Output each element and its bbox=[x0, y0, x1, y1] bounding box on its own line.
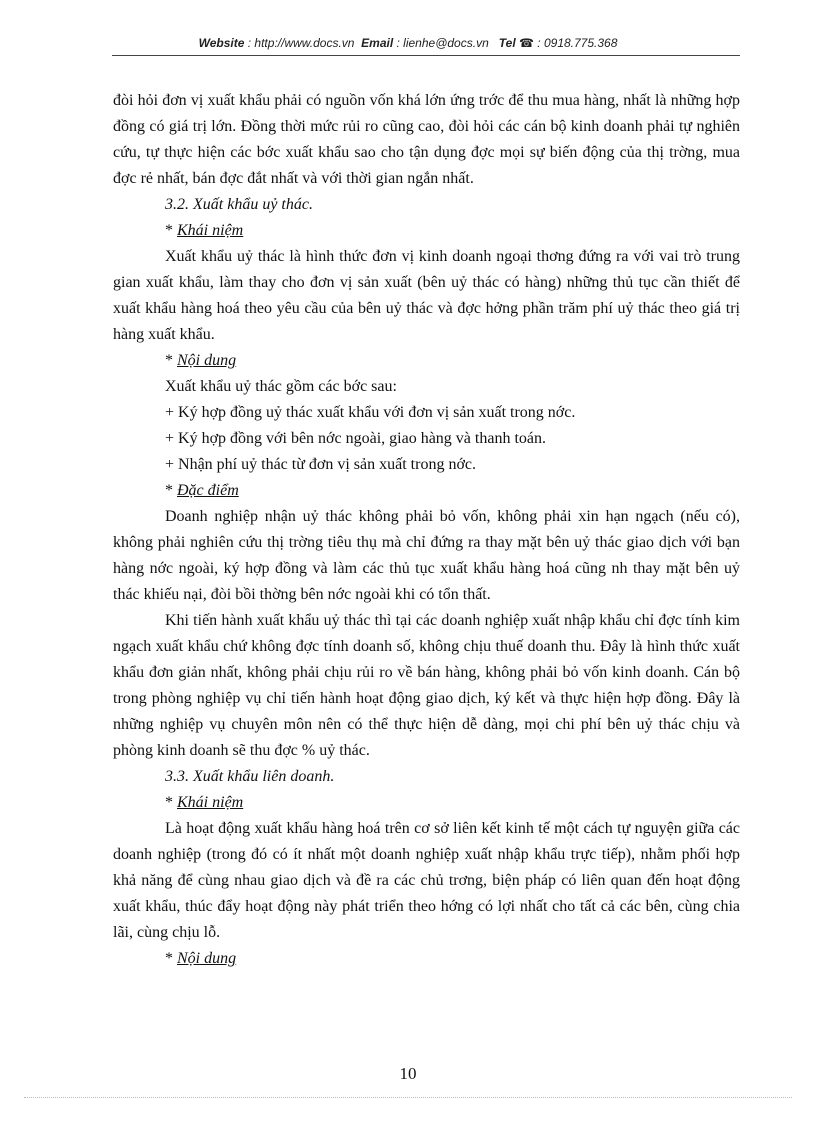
website-url[interactable]: http://www.docs.vn bbox=[254, 36, 355, 50]
paragraph: Là hoạt động xuất khẩu hàng hoá trên cơ sở liên kết kinh tế một cách tự nguyện giữa các doanh nghiệp (trong đó có ít nhất một doanh nghiệp xuất nhập khẩu trực tiếp), nhằm phối hợp khả năng để cùng nhau giao dịch và đề ra các chủ trơng, biện pháp có liên quan đến hoạt động xuất khẩu, thúc đẩy hoạt động này phát triển theo hớng có lợi nhất cho tất cả các bên, cùng chia lãi, cùng chịu lỗ. bbox=[113, 820, 740, 941]
subheading-dac-diem bbox=[113, 478, 740, 504]
header-divider bbox=[112, 55, 740, 56]
page-number: 10 bbox=[399, 1064, 417, 1083]
subheading-noi-dung bbox=[113, 348, 740, 374]
subheading-khai-niem bbox=[113, 790, 740, 816]
email-label: Email bbox=[361, 36, 394, 50]
subheading-label: Đặc điểm bbox=[177, 482, 239, 499]
email-address[interactable]: lienhe@docs.vn bbox=[403, 36, 489, 50]
bullet-star: * bbox=[165, 794, 177, 811]
document-body bbox=[113, 88, 740, 972]
subheading-khai-niem bbox=[113, 218, 740, 244]
subheading-label: Nội dung bbox=[177, 352, 237, 369]
paragraph: đòi hỏi đơn vị xuất khẩu phải có nguồn vốn khá lớn ứng trớc để thu mua hàng, nhất là những hợp đồng có giá trị lớn. Đồng thời mức rủi ro cũng cao, đòi hỏi các cán bộ kinh doanh phải tự nghiên cứu, tự thực hiện các bớc xuất khẩu sao cho tận dụng đợc mọi sự biến động của thị trờng, mua đợc rẻ nhất, bán đợc đắt nhất và với thời gian ngắn nhất. bbox=[113, 92, 740, 187]
section-heading-3-2: 3.2. Xuất khẩu uỷ thác. bbox=[165, 196, 313, 213]
website-separator: : bbox=[244, 36, 255, 50]
email-separator: : bbox=[393, 36, 404, 50]
paragraph: Khi tiến hành xuất khẩu uỷ thác thì tại các doanh nghiệp xuất nhập khẩu chỉ đợc tính kim ngạch xuất khẩu chứ không đợc tính doanh số, không chịu thuế doanh thu. Đây là hình thức xuất khẩu đơn giản nhất, không phải chịu rủi ro về bán hàng, không phải bỏ vốn kinh doanh. Cán bộ trong phòng nghiệp vụ chỉ tiến hành hoạt động giao dịch, ký kết và thực hiện hợp đồng. Đây là những nghiệp vụ chuyên môn nên có thể thực hiện dễ dàng, mọi chi phí bên uỷ thác chịu và phòng kinh doanh sẽ thu đợc % uỷ thác. bbox=[113, 612, 740, 759]
tel-label: Tel bbox=[498, 36, 516, 50]
footer-divider bbox=[24, 1097, 792, 1098]
subheading-label: Khái niệm bbox=[177, 222, 244, 239]
website-label: Website bbox=[198, 36, 245, 50]
subheading-noi-dung bbox=[113, 946, 740, 972]
paragraph: Doanh nghiệp nhận uỷ thác không phải bỏ vốn, không phải xin hạn ngạch (nếu có), không phải nghiên cứu thị trờng tiêu thụ mà chỉ đứng ra thay mặt bên uỷ thác giao dịch với bạn hàng nớc ngoài, ký hợp đồng và làm các thủ tục xuất khẩu hàng hoá cũng nh thay mặt bên uỷ thác khiếu nại, đòi bồi thờng bên nớc ngoài khi có tổn thất. bbox=[113, 508, 740, 603]
list-item: + Nhận phí uỷ thác từ đơn vị sản xuất trong nớc. bbox=[165, 456, 477, 473]
paragraph: Xuất khẩu uỷ thác gồm các bớc sau: bbox=[165, 378, 397, 395]
bullet-star: * bbox=[165, 352, 177, 369]
bullet-star: * bbox=[165, 482, 177, 499]
paragraph: Xuất khẩu uỷ thác là hình thức đơn vị kinh doanh ngoại thơng đứng ra với vai trò trung gian xuất khẩu, làm thay cho đơn vị sản xuất (bên uỷ thác có hàng) những thủ tục cần thiết để xuất khẩu hàng hoá theo yêu cầu của bên uỷ thác và đợc hởng phần trăm phí uỷ thác theo giá trị hàng xuất khẩu. bbox=[113, 248, 740, 343]
section-heading-3-3: 3.3. Xuất khẩu liên doanh. bbox=[165, 768, 335, 785]
list-item: + Ký hợp đồng với bên nớc ngoài, giao hàng và thanh toán. bbox=[165, 430, 546, 447]
bullet-star: * bbox=[165, 222, 177, 239]
bullet-star: * bbox=[165, 950, 177, 967]
subheading-label: Nội dung bbox=[177, 950, 237, 967]
subheading-label: Khái niệm bbox=[177, 794, 244, 811]
list-item: + Ký hợp đồng uỷ thác xuất khẩu với đơn vị sản xuất trong nớc. bbox=[165, 404, 576, 421]
phone-number: : 0918.775.368 bbox=[533, 36, 618, 50]
page-header bbox=[0, 36, 816, 50]
phone-icon: ☎ bbox=[519, 36, 534, 50]
